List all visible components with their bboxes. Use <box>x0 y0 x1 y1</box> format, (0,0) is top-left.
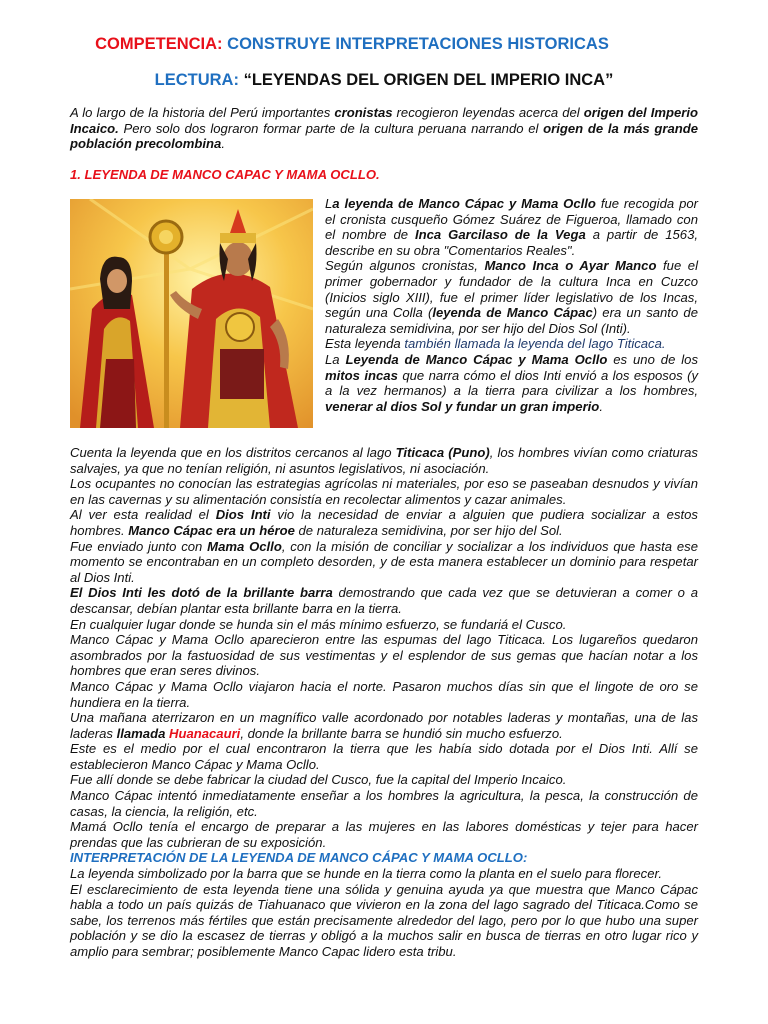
competencia-label: COMPETENCIA: <box>95 35 223 53</box>
side-paragraph-1: La leyenda de Manco Cápac y Mama Ocllo fue recogida por el cronista cusqueño Gómez Suárez de Figueroa, llamado con el nombre de Inca Garcilaso de la Vega a partir de 1563, describe en su obra "Comentarios Reales". <box>325 196 698 258</box>
body-paragraph: Manco Cápac y Mama Ocllo viajaron hacia el norte. Pasaron muchos días sin que el lingote de oro se hundiera en la tierra. <box>70 678 698 710</box>
lectura-label: LECTURA: <box>154 71 239 89</box>
body-paragraph: El Dios Inti les dotó de la brillante barra demostrando que cada vez que se detuvieran a comer o a descansar, debían plantar esta brillante barra en la tierra. <box>70 585 698 616</box>
competencia-text: CONSTRUYE INTERPRETACIONES HISTORICAS <box>227 35 609 53</box>
interpretation-heading: INTERPRETACIÓN DE LA LEYENDA DE MANCO CÁPAC Y MAMA OCLLO: <box>70 850 528 866</box>
lectura-title: “LEYENDAS DEL ORIGEN DEL IMPERIO INCA” <box>243 71 614 89</box>
body-paragraph: El esclarecimiento de esta leyenda tiene una sólida y genuina ayuda ya que muestra que Manco Cápac habla a todo un país quizás de Tiahuanaco que vivieron en la zona del lago sagrado del Titicaca.Como se sabe, los terrenos más fértiles que están precisamente alrededor del lago, pero por lo que hubo una super población y se dio la escasez de tierras y obligó a la muchos salir en busca de tierras en otro lugar rico y amplio para sembrar; posiblemente Manco Capac lidero esta tribu. <box>70 881 698 959</box>
legend-body <box>70 445 698 960</box>
huanacauri-highlight: Huanacauri <box>169 725 241 741</box>
competencia-heading <box>0 35 736 54</box>
lectura-heading <box>0 71 768 90</box>
body-paragraph: Mamá Ocllo tenía el encargo de preparar a las mujeres en las labores domésticas y tejer para hacer prendas que las cubrieran de su exposición. <box>70 819 698 850</box>
manco-capac-mama-ocllo-illustration <box>70 199 313 428</box>
intro-paragraph: A lo largo de la historia del Perú importantes cronistas recogieron leyendas acerca del origen del Imperio Incaico. Pero solo dos lograron formar parte de la cultura peruana narrando el origen de la más grande población precolombina. <box>70 105 699 152</box>
legend-intro-column <box>325 196 698 414</box>
side-paragraph-2: Según algunos cronistas, Manco Inca o Ayar Manco fue el primer gobernador y fundador de la cultura Inca en Cuzco (Inicios siglo XIII), fue el primer líder legislativo de los Incas, según una Colla (leyenda de Manco Cápac) era un santo de naturaleza semidivina, por ser hijo del Dios Sol (Inti). <box>325 258 698 336</box>
side-paragraph-4: La Leyenda de Manco Cápac y Mama Ocllo es uno de los mitos incas que narra cómo el dios Inti envió a los esposos (y a la vez hermanos) a la tierra para civilizar a los hombres, venerar al dios Sol y fundar un gran imperio. <box>325 351 699 414</box>
body-paragraph: Cuenta la leyenda que en los distritos cercanos al lago Titicaca (Puno), los hombres vivían como criaturas salvajes, ya que no tenían religión, ni asuntos legislativos, ni asociación. <box>70 445 698 476</box>
body-paragraph: Fue allí donde se debe fabricar la ciudad del Cusco, fue la capital del Imperio Incaico. <box>70 772 567 788</box>
side-paragraph-3: Esta leyenda también llamada la leyenda del lago Titicaca. <box>325 336 666 352</box>
illustration-art <box>70 199 313 428</box>
body-paragraph: Los ocupantes no conocían las estrategias agrícolas ni materiales, por eso se paseaban desnudos y vivían en las cavernas y su alimentación consistía en recolectar alimentos y cazar animales. <box>70 476 698 507</box>
body-paragraph: Fue enviado junto con Mama Ocllo, con la misión de conciliar y socializar a los individuos que hasta ese momento se encontraban en un completo desorden, y de esta manera establecer un dominio para respetar al Dios Inti. <box>70 538 698 585</box>
body-paragraph: Manco Cápac y Mama Ocllo aparecieron entre las espumas del lago Titicaca. Los lugareños quedaron asombrados por la fastuosidad de sus vestimentas y el esplendor de sus gemas que hacían notar a los hombres que eran seres divinos. <box>70 632 698 679</box>
body-paragraph: Este es el medio por el cual encontraron la tierra que les había sido dotada por el Dios Inti. Allí se establecieron Manco Cápac y Mama Ocllo. <box>70 741 698 772</box>
body-paragraph: Una mañana aterrizaron en un magnífico valle acordonado por notables laderas y montañas, una de las laderas llamada Huanacauri, donde la brillante barra se hundió sin mucho esfuerzo. <box>70 710 698 741</box>
body-paragraph: Al ver esta realidad el Dios Inti vio la necesidad de enviar a alguien que pudiera socializar a estos hombres. Manco Cápac era un héroe de naturaleza semidivina, por ser hijo del Sol. <box>70 507 698 538</box>
body-paragraph: Manco Cápac intentó inmediatamente enseñar a los hombres la agricultura, la pesca, la construcción de casas, la ciencia, la religión, etc. <box>70 788 698 819</box>
body-paragraph: En cualquier lugar donde se hunda sin el más mínimo esfuerzo, se fundariá el Cusco. <box>70 616 567 632</box>
section-title-manco-capac: 1. LEYENDA DE MANCO CAPAC Y MAMA OCLLO. <box>70 167 380 182</box>
body-paragraph: La leyenda simbolizado por la barra que se hunde en la tierra como la planta en el suelo para florecer. <box>70 866 663 882</box>
